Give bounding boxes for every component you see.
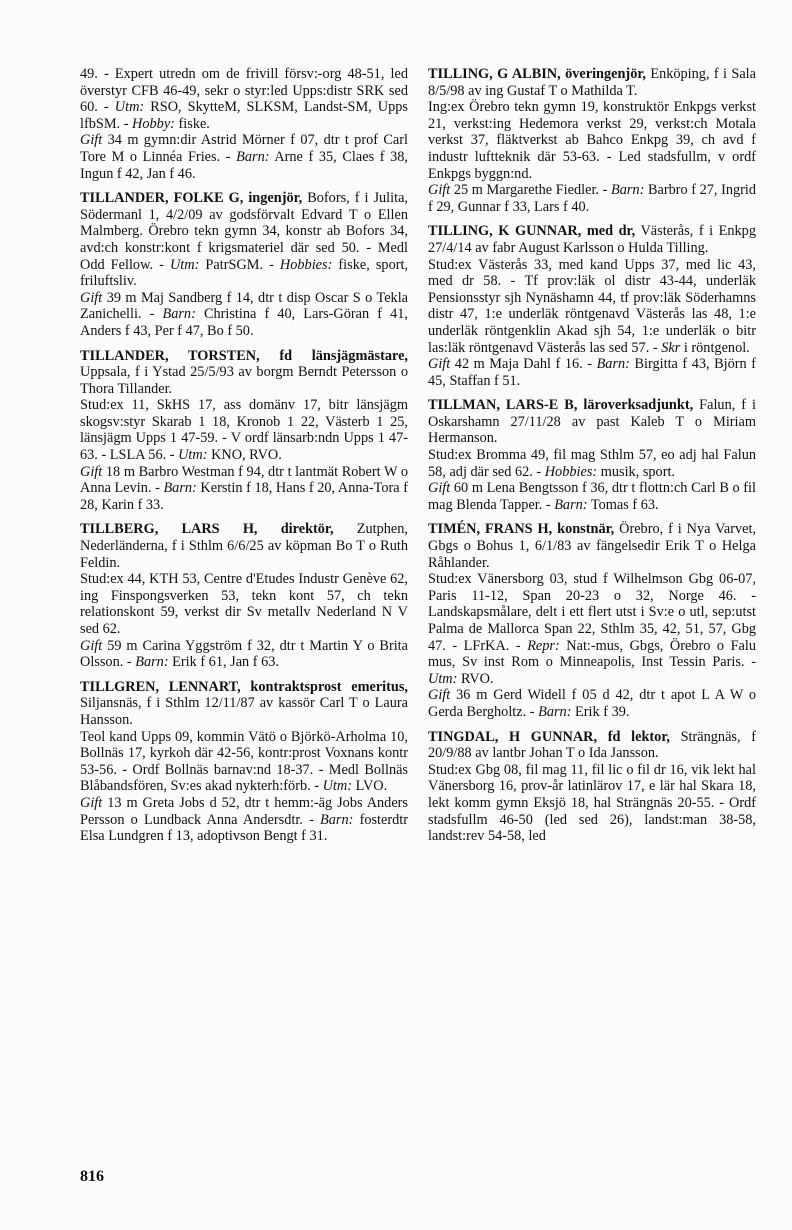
entry-text	[428, 257, 756, 357]
barn-label: Barn:	[554, 496, 588, 513]
repr-label: Repr:	[527, 637, 560, 654]
barn-label: Barn:	[135, 654, 169, 671]
entry-paragraph: Strängnäs, f 20/9/88 av lantbr Johan T o Ida Jansson.	[428, 728, 756, 762]
entry-text	[428, 480, 756, 513]
entry-paragraph: Tomas f 63.	[590, 496, 659, 513]
entry-paragraph: Uppsala, f i Ystad 25/5/93 av borgm Berndt Petersson o Thora Tillander.	[80, 364, 408, 397]
entry-text	[80, 132, 408, 182]
entry-text	[428, 729, 756, 762]
utm-label: Utm:	[322, 778, 352, 795]
entry-paragraph: Bofors, f i Julita, Södermanl 1, 4/2/09 av godsförvalt Edvard T o Ellen Malmberg. Örebro tekn gymn 34, konstr ab Bofors 34, avd:ch konstr:kont f krigsmateriel där sed 50. - Medl Odd Fellow. -	[80, 190, 409, 273]
entry-paragraph: LVO.	[355, 778, 388, 795]
entry-tillander-continued	[80, 66, 408, 182]
entry-timen-frans	[428, 521, 756, 720]
entry-tillander-torsten	[80, 348, 408, 514]
entry-paragraph: 36 m Gerd Widell f 05 d 42, dtr t apot L A W o Gerda Bergholtz. -	[428, 687, 756, 720]
entry-heading: TILLANDER, TORSTEN, fd länsjägmästare,	[80, 347, 408, 364]
gift-label: Gift	[80, 463, 103, 480]
entry-paragraph: 39 m Maj Sandberg f 14, dtr t disp Oscar S o Tekla Zanichelli. -	[80, 289, 409, 323]
left-column	[80, 66, 408, 853]
entry-tilling-albin	[428, 66, 756, 215]
entry-text	[428, 397, 756, 447]
entry-paragraph: Stud:ex Västerås 33, med kand Upps 37, med lic 43, med dr 58. - Tf prov:läk ol distr 43-44, underläk Pensionsstyr sjh Nynäshamn 44, tf prov:läk Söderhamns distr 47, 1:e underläk röntgenavd Västerås las 48, 1:e underläk röntgenklin Akad sjh 54, 1:e underläk o bitr las:läk röntgenavd Västerås las sed 57. -	[428, 256, 756, 356]
barn-label: Barn:	[320, 811, 354, 828]
entry-text	[80, 571, 408, 637]
entry-text	[428, 521, 756, 571]
entry-text	[428, 99, 756, 182]
entry-heading: TINGDAL, H GUNNAR, fd lektor,	[428, 728, 670, 745]
entry-paragraph: RVO.	[460, 670, 494, 687]
hobby-label: Hobbies:	[544, 463, 598, 480]
entry-paragraph: Enköping, f i Sala 8/5/98 av ing Gustaf T o Mathilda T.	[428, 66, 756, 99]
entry-text	[428, 356, 756, 389]
gift-label: Gift	[80, 289, 103, 306]
entry-tillberg-lars	[80, 521, 408, 670]
entry-paragraph: 42 m Maja Dahl f 16. -	[454, 356, 593, 373]
utm-label: Utm:	[178, 447, 208, 464]
entry-paragraph: RSO, SkytteM, SLKSM, Landst-SM, Upps lfbSM. -	[80, 99, 408, 132]
entry-tillander-folke	[80, 190, 408, 339]
entry-heading: TILLMAN, LARS-E B, läroverksadjunkt,	[428, 397, 694, 414]
barn-label: Barn:	[162, 306, 196, 323]
entry-paragraph: i röntgenol.	[683, 339, 750, 356]
entry-paragraph: Ing:ex Örebro tekn gymn 19, konstruktör Enkpgs verkst 21, verkst:ing Hedemora verkst 29, verkst:ch Motala verkst 37, fläktverkst ab Bahco Enkpg 39, ch avd f industr luftteknik där 53-63. - Led stadsfullm, v ordf Enkpgs byggn:nd.	[428, 99, 756, 182]
entry-tingdal-gunnar	[428, 729, 756, 845]
entry-text	[80, 397, 408, 463]
utm-label: Utm:	[428, 670, 458, 687]
entry-text	[80, 679, 408, 729]
entry-paragraph: Falun, f i Oskarshamn 27/11/28 av past Kaleb T o Miriam Hermanson.	[428, 397, 757, 447]
entry-tilling-gunnar	[428, 223, 756, 389]
hobby-label: Hobby:	[132, 115, 175, 132]
entry-text	[80, 729, 408, 795]
entry-heading: TILLING, G ALBIN, överingenjör,	[428, 66, 646, 82]
entry-text	[80, 638, 408, 671]
entry-text	[428, 687, 756, 720]
right-column	[428, 66, 756, 853]
entry-paragraph: Birgitta f 43, Björn f 45, Staffan f 51.	[428, 356, 757, 389]
gift-label: Gift	[80, 794, 103, 811]
entry-paragraph: 13 m Greta Jobs d 52, dtr t hemm:-äg Jobs Anders Persson o Lundback Anna Andersdtr. -	[80, 794, 408, 828]
gift-label: Gift	[428, 687, 451, 704]
entry-text	[80, 464, 408, 514]
gift-label: Gift	[428, 480, 451, 497]
barn-label: Barn:	[163, 480, 197, 497]
entry-paragraph: PatrSGM. -	[205, 256, 274, 273]
entry-paragraph: fiske.	[178, 115, 210, 132]
entry-paragraph: Siljansnäs, f i Sthlm 12/11/87 av kassör Carl T o Laura Hansson.	[80, 695, 408, 728]
entry-tillman-lars-e	[428, 397, 756, 513]
entry-paragraph: Zutphen, Nederländerna, f i Sthlm 6/6/25 av köpman Bo T o Ruth Feldin.	[80, 521, 408, 571]
entry-paragraph: Stud:ex 44, KTH 53, Centre d'Etudes Industr Genève 62, ing Finspongsverken 53, tekn kont 57, ch tekn relationskont 59, verkst dir Sv metallv Nederland N V sed 62.	[80, 571, 408, 637]
entry-paragraph: fiske, sport, friluftsliv.	[80, 256, 409, 290]
entry-paragraph: Teol kand Upps 09, kommin Vätö o Björkö-Arholma 10, Bollnäs 17, kyrkoh där 42-56, kontr:prost Voxnans kontr 53-56. - Ordf Bollnäs barnav:nd 18-37. - Medl Bollnäs Blåbandsfören, Sv:es akad nykterh:förb. -	[80, 728, 408, 795]
entry-text	[80, 348, 408, 398]
entry-text	[428, 447, 756, 480]
gift-label: Gift	[428, 356, 451, 373]
entry-paragraph: musik, sport.	[600, 463, 676, 480]
entry-heading: TIMÉN, FRANS H, konstnär,	[428, 521, 615, 538]
entry-text	[80, 290, 408, 340]
page-number: 816	[80, 1168, 104, 1185]
utm-label: Utm:	[169, 256, 200, 273]
gift-label: Gift	[428, 182, 451, 199]
entry-paragraph: Örebro, f i Nya Varvet, Gbgs o Bohus 1, 6/1/83 av fängelsedir Erik T o Helga Råhlander.	[428, 521, 757, 571]
barn-label: Barn:	[596, 356, 630, 373]
entry-paragraph: fosterdtr Elsa Lundgren f 13, adoptivson Bengt f 31.	[80, 811, 408, 845]
skr-label: Skr	[661, 339, 681, 356]
gift-label: Gift	[80, 637, 103, 654]
entry-paragraph: Barbro f 27, Ingrid f 29, Gunnar f 33, Lars f 40.	[428, 182, 757, 215]
entry-heading: TILLING, K GUNNAR, med dr,	[428, 223, 636, 240]
entry-heading: TILLANDER, FOLKE G, ingenjör,	[80, 190, 303, 207]
utm-label: Utm:	[114, 99, 145, 116]
entry-text	[80, 66, 408, 132]
gift-label: Gift	[80, 132, 103, 149]
entry-paragraph: 59 m Carina Yggström f 32, dtr t Martin Y o Brita Olsson. -	[80, 637, 408, 671]
entry-paragraph: Kerstin f 18, Hans f 20, Anna-Tora f 28, Karin f 33.	[80, 480, 409, 513]
entry-heading: TILLGREN, LENNART, kontraktsprost emeritus,	[80, 678, 408, 695]
entry-paragraph: Arne f 35, Claes f 38, Ingun f 42, Jan f 46.	[80, 148, 408, 182]
entry-text	[428, 182, 756, 215]
entry-text	[80, 795, 408, 845]
entry-paragraph: Stud:ex 11, SkHS 17, ass domänv 17, bitr länsjägm skogsv:styr Skarab 1 18, Kronob 1 22, Västerb 1 25, länsjägm Upps 1 47-59. - V ordf länsarb:ndn Upps 1 47-63. - LSLA 56. -	[80, 397, 408, 464]
entry-paragraph: 49. - Expert utredn om de frivill försv:-org 48-51, led överstyr CFB 46-49, sekr o styr:led Upps:distr SRK sed 60. -	[80, 66, 408, 116]
entry-paragraph: Erik f 39.	[575, 703, 630, 720]
barn-label: Barn:	[538, 703, 572, 720]
entry-text	[428, 571, 756, 687]
entry-paragraph: Erik f 61, Jan f 63.	[172, 654, 279, 671]
barn-label: Barn:	[236, 148, 270, 165]
entry-text	[428, 762, 756, 845]
barn-label: Barn:	[610, 182, 645, 199]
entry-paragraph: Christina f 40, Lars-Göran f 41, Anders f 43, Per f 47, Bo f 50.	[80, 306, 408, 339]
entry-paragraph: 60 m Lena Bengtsson f 36, dtr t flottn:ch Carl B o fil mag Blenda Tapper. -	[428, 480, 756, 513]
entry-paragraph: 18 m Barbro Westman f 94, dtr t lantmät Robert W o Anna Levin. -	[80, 463, 408, 497]
entry-text	[428, 223, 756, 256]
entry-paragraph: Stud:ex Vänersborg 03, stud f Wilhelmson Gbg 06-07, Paris 11-12, Span 20-23 o 32, Norge 46. - Landskapsmålare, delt i ett flert utst i Sv:e o utl, sep:utst Palma de Mallorca Span 22, Sthlm 35, 42, 51, 57, Gbg 47. - LFrKA. -	[428, 571, 756, 654]
hobby-label: Hobbies:	[279, 256, 333, 273]
entry-text	[80, 521, 408, 571]
entry-paragraph: Stud:ex Gbg 08, fil mag 11, fil lic o fil dr 16, vik lekt hal Vänersborg 16, prov-år latinlärov 17, e lär hal Skara 18, lekt komm gymn Eksjö 18, hal Strängnäs 20-55. - Ordf stadsfullm 46-50 (led sed 26), landst:man 38-58, landst:rev 54-58, led	[428, 761, 756, 845]
entry-paragraph: KNO, RVO.	[211, 447, 282, 464]
entry-text	[80, 190, 408, 290]
entry-paragraph: 25 m Margarethe Fiedler. -	[453, 182, 608, 199]
entry-paragraph: Nat:-mus, Gbgs, Örebro o Falu mus, Sv inst Rom o Minneapolis, Inst Tessin Paris. -	[428, 637, 756, 671]
entry-tillgren-lennart	[80, 679, 408, 845]
entry-heading: TILLBERG, LARS H, direktör,	[80, 521, 334, 538]
entry-paragraph: Västerås, f i Enkpg 27/4/14 av fabr August Karlsson o Hulda Tilling.	[428, 223, 756, 256]
entry-paragraph: Stud:ex Bromma 49, fil mag Sthlm 57, eo adj hal Falun 58, adj där sed 62. -	[428, 447, 756, 480]
entry-paragraph: 34 m gymn:dir Astrid Mörner f 07, dtr t prof Carl Tore M o Linnéa Fries. -	[80, 132, 408, 165]
entry-text	[428, 66, 756, 99]
